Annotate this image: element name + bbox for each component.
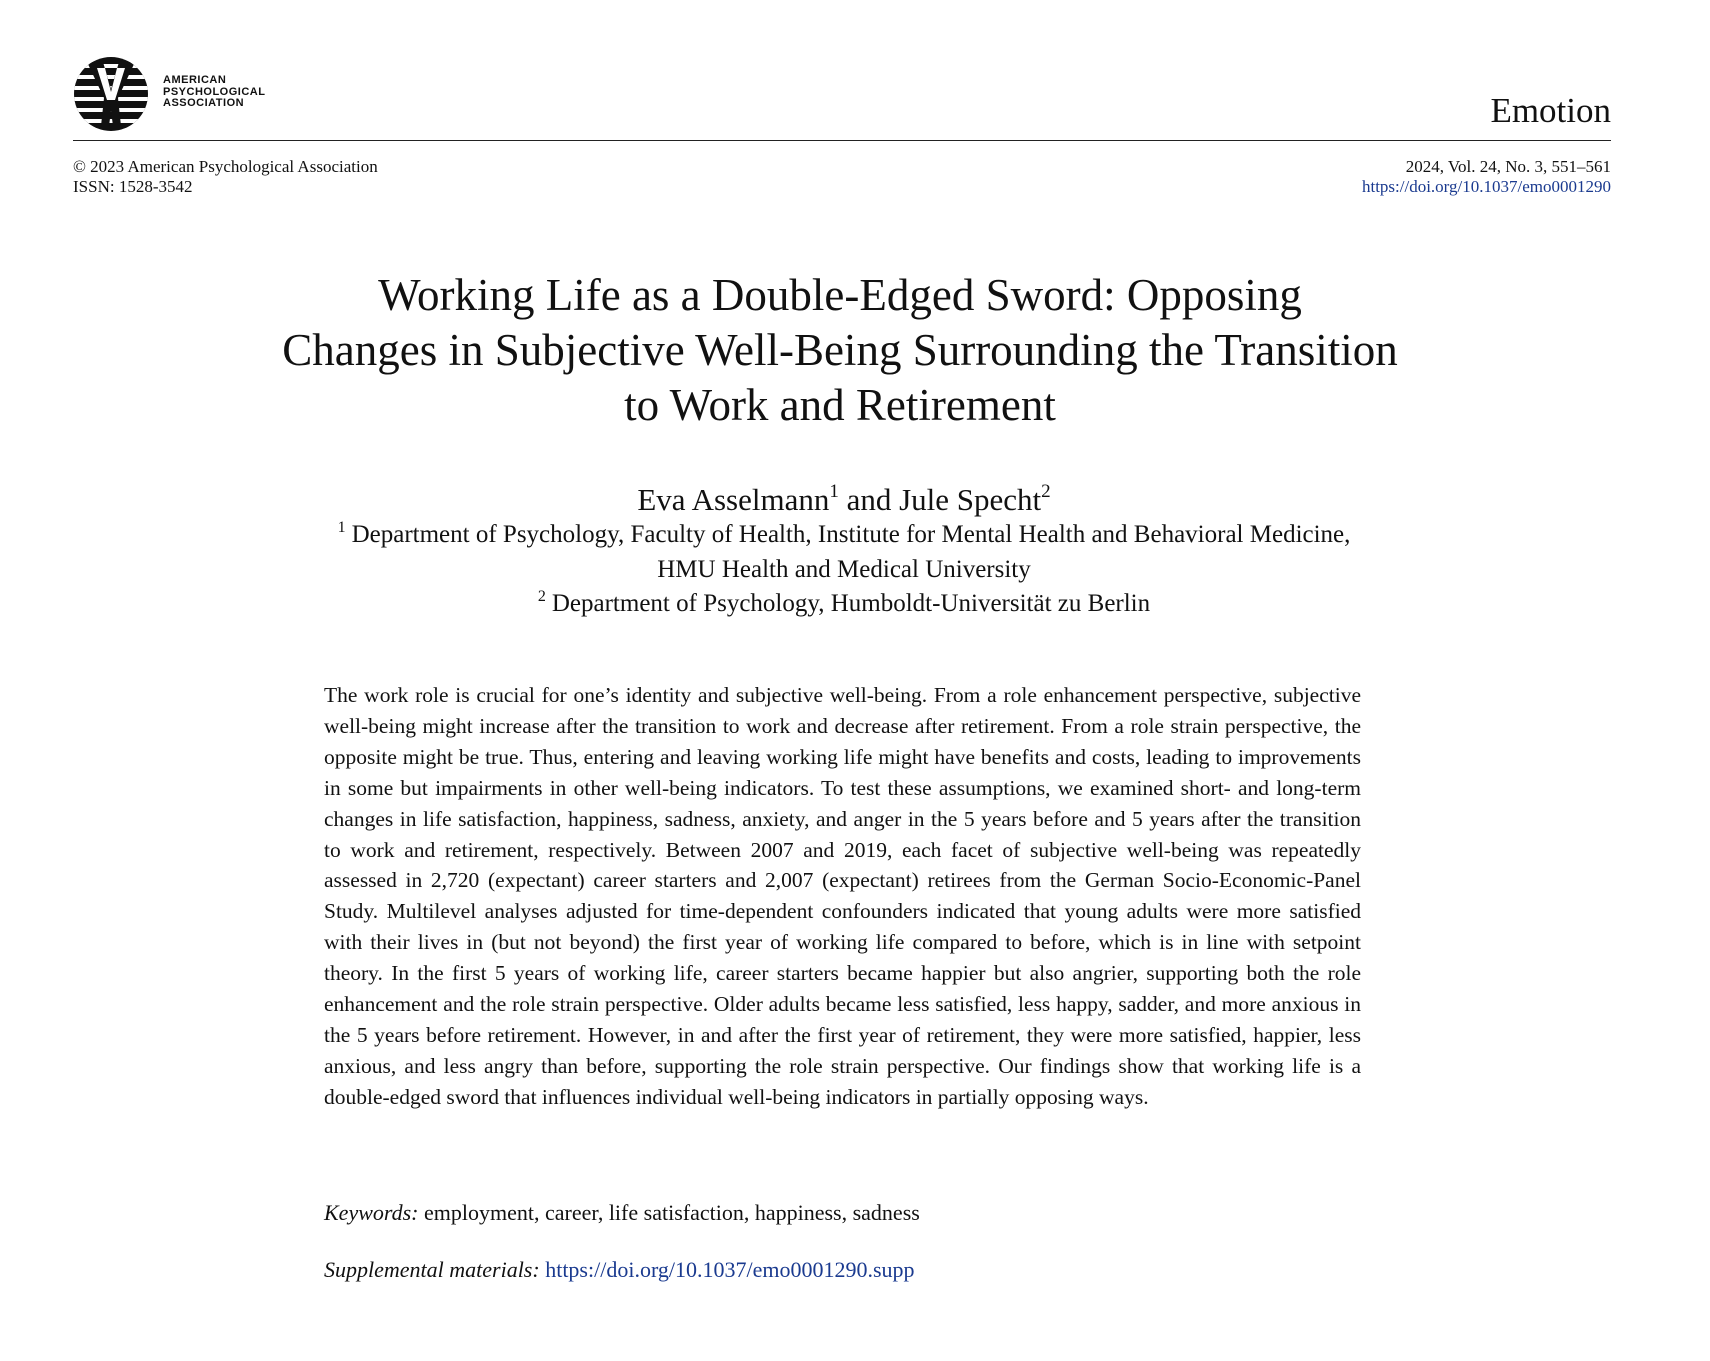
supplemental-materials — [324, 1256, 915, 1284]
publisher-logo — [73, 56, 281, 132]
apa-logo-icon — [73, 56, 149, 132]
author-list — [0, 482, 1688, 518]
title-line: Working Life as a Double-Edged Sword: Opposing — [378, 270, 1302, 320]
copyright-notice: © 2023 American Psychological Association — [73, 157, 378, 176]
supplemental-label: Supplemental materials: — [324, 1257, 540, 1282]
affiliation-marker: 2 — [537, 588, 546, 605]
affiliation-1-continued: HMU Health and Medical University — [657, 556, 1031, 583]
article-title — [170, 268, 1510, 433]
keywords — [324, 1199, 920, 1227]
doi-link[interactable]: https://doi.org/10.1037/emo0001290 — [1361, 177, 1611, 196]
publication-info-left — [73, 157, 378, 197]
author-name: Eva Asselmann — [637, 482, 830, 517]
affiliation-1: $^1$ Department of Psychology, Faculty of Health, Institute for Mental Health and Behavioral Medicine, — [337, 519, 1351, 548]
citation: 2024, Vol. 24, No. 3, 551–561 — [1405, 157, 1611, 176]
publication-info-right — [1362, 157, 1611, 197]
affiliation-marker: 1 — [337, 519, 346, 536]
affiliation-marker: 1 — [829, 481, 839, 502]
abstract: The work role is crucial for one’s identity and subjective well-being. From a role enhancement perspective, subjective well-being might increase after the transition to work and decrease after retirement. From a role strain perspective, the opposite might be true. Thus, entering and leaving working life might have benefits and costs, leading to improvements in some but impairments in other well-being indicators. To test these assumptions, we examined short- and long-term changes in life satisfaction, happiness, sadness, anxiety, and anger in the 5 years before and 5 years after the transition to work and retirement, respectively. Between 2007 and 2019, each facet of subjective well-being was repeatedly assessed in 2,720 (expectant) career starters and 2,007 (expectant) retirees from the German Socio-Economic-Panel Study. Multilevel analyses adjusted for time-dependent confounders indicated that young adults were more satisfied with their lives in (but not beyond) the first year of working life compared to before, which is in line with setpoint theory. In the first 5 years of working life, career starters became happier but also angrier, supporting both the role enhancement and the role strain perspective. Older adults became less satisfied, less happy, sadder, and more anxious in the 5 years before retirement. However, in and after the first year of retirement, they were more satisfied, happier, less anxious, and less angry than before, supporting the role strain perspective. Our findings show that working life is a double-edged sword that influences individual well-being indicators in partially opposing ways. — [324, 683, 1361, 1109]
supplemental-link[interactable]: https://doi.org/10.1037/emo0001290.supp — [545, 1257, 915, 1282]
title-line: to Work and Retirement — [624, 380, 1056, 430]
keywords-label: Keywords: — [324, 1200, 419, 1225]
title-line: Changes in Subjective Well-Being Surrounding the Transition — [282, 325, 1398, 375]
affiliation-marker: 2 — [1041, 481, 1051, 502]
author-name: Jule Specht — [899, 482, 1042, 517]
header-rule — [73, 140, 1611, 141]
affiliation-2: $^2$ Department of Psychology, Humboldt-Universität zu Berlin — [537, 588, 1151, 617]
keywords-list: employment, career, life satisfaction, happiness, sadness — [424, 1200, 920, 1225]
author-separator: and — [846, 482, 892, 517]
journal-name: Emotion — [1490, 91, 1611, 130]
issn: ISSN: 1528-3542 — [73, 177, 193, 196]
publisher-name: AMERICAN PSYCHOLOGICAL ASSOCIATION — [163, 74, 266, 109]
